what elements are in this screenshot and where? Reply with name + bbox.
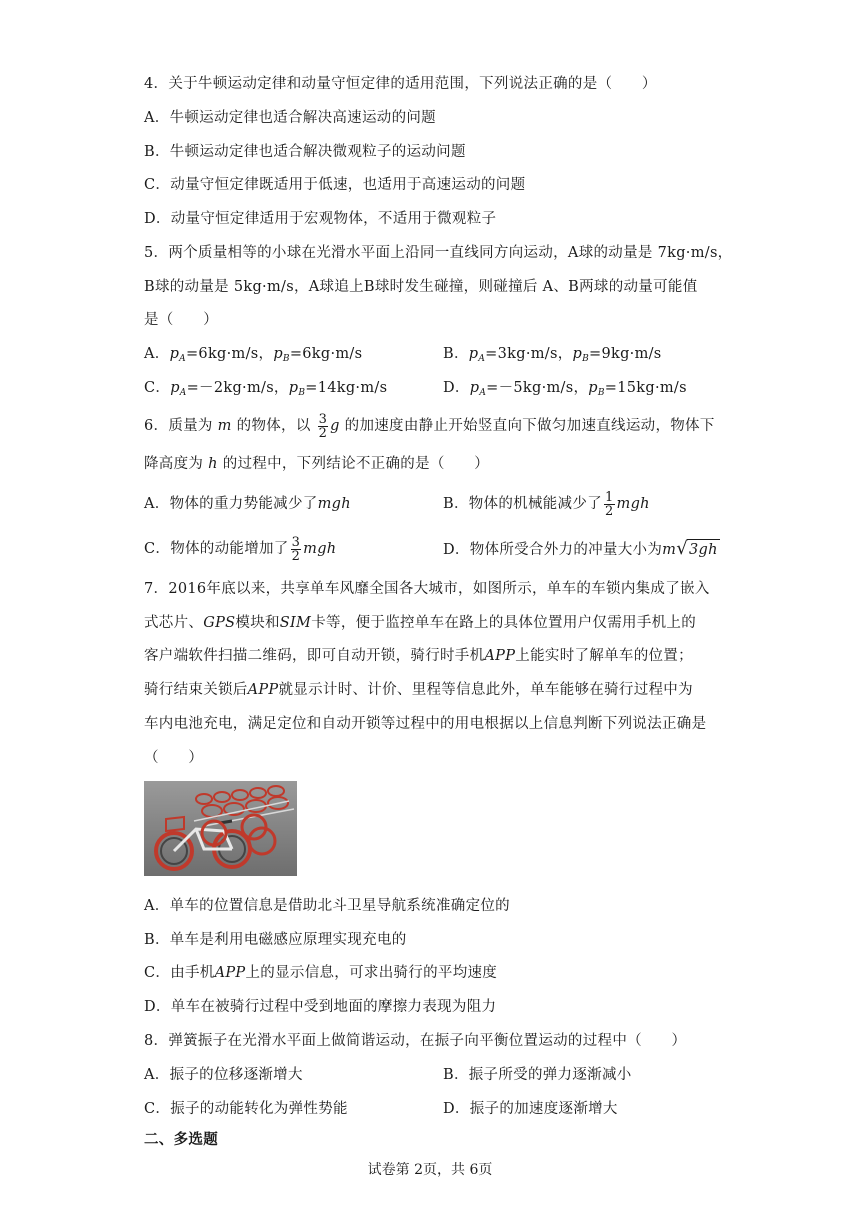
q5-option-b: B．$p_A=3kg\cdot m/s$，$p_B=9kg\cdot m/s$	[443, 346, 662, 364]
q7-option-b: B．单车是利用电磁感应原理实现充电的	[144, 932, 407, 948]
q4-stem: 4．关于牛顿运动定律和动量守恒定律的适用范围，下列说法正确的是（ ）	[144, 76, 657, 92]
q4-option-a: A．牛顿运动定律也适合解决高速运动的问题	[144, 110, 436, 126]
q4-option-c: C．动量守恒定律既适用于低速，也适用于高速运动的问题	[144, 177, 526, 193]
q5-option-c: C．$p_A=-2kg\cdot m/s$，$p_B=14kg\cdot m/s$	[144, 380, 388, 398]
q6-fraction: $\frac{3}{2}$	[318, 411, 328, 441]
q7-stem-line5: 车内电池充电，满足定位和自动开锁等过程中的用电根据以上信息判断下列说法正确是	[144, 716, 707, 732]
q8-option-b: B．振子所受的弹力逐渐减小	[443, 1067, 632, 1083]
q7-option-a: A．单车的位置信息是借助北斗卫星导航系统准确定位的	[144, 898, 510, 914]
q5-stem-line1: 5．两个质量相等的小球在光滑水平面上沿同一直线同方向运动，A球的动量是 7kg·m/s，	[144, 245, 733, 261]
shared-bicycles-photo	[144, 781, 297, 876]
q8-stem: 8．弹簧振子在光滑水平面上做简谐运动，在振子向平衡位置运动的过程中（ ）	[144, 1033, 687, 1049]
page-footer: 试卷第 2页，共 6页	[367, 1162, 493, 1178]
q8-option-d: D．振子的加速度逐渐增大	[443, 1101, 618, 1117]
q7-stem-line3: 客户端软件扫描二维码，即可自动开锁，骑行时手机APP上能实时了解单车的位置；	[144, 648, 693, 664]
section-heading: 二、多选题	[144, 1131, 218, 1148]
q6-stem-line1: 6．质量为 m 的物体，以 $\frac{3}{2}$ g 的加速度由静止开始竖直向下做匀加速直线运动，物体下	[144, 411, 715, 441]
q8-option-c: C．振子的动能转化为弹性势能	[144, 1101, 348, 1117]
q7-stem-line6: （ ）	[144, 750, 204, 766]
q7-stem-line2: 式芯片、GPS模块和SIM卡等，便于监控单车在路上的具体位置用户仅需用手机上的	[144, 615, 697, 631]
q5-stem-line2: B球的动量是 5kg·m/s，A球追上B球时发生碰撞，则碰撞后 A、B两球的动量可能值	[144, 279, 698, 295]
q5-stem-line3: 是（ ）	[144, 312, 218, 328]
q6-stem-line2: 降高度为 h 的过程中，下列结论不正确的是（ ）	[144, 456, 490, 472]
q5-option-d: D．$p_A=-5kg\cdot m/s$，$p_B=15kg\cdot m/s$	[443, 380, 687, 398]
q6-option-b: B．物体的机械能减少了 $\frac{1}{2}$ mgh	[443, 489, 650, 519]
q8-option-a: A．振子的位移逐渐增大	[144, 1067, 303, 1083]
q6-option-a: A．物体的重力势能减少了mgh	[144, 496, 351, 512]
q4-option-b: B．牛顿运动定律也适合解决微观粒子的运动问题	[144, 144, 466, 160]
q5-option-a: A．$p_A=6kg\cdot m/s$，$p_B=6kg\cdot m/s$	[144, 346, 363, 364]
bicycles-image	[144, 781, 297, 876]
q7-option-d: D．单车在被骑行过程中受到地面的摩擦力表现为阻力	[144, 999, 497, 1015]
q7-stem-line4: 骑行结束关锁后APP就显示计时、计价、里程等信息此外，单车能够在骑行过程中为	[144, 682, 693, 698]
q7-option-c: C．由手机APP上的显示信息，可求出骑行的平均速度	[144, 965, 498, 981]
q6-option-c: C．物体的动能增加了 $\frac{3}{2}$ mgh	[144, 534, 337, 564]
q7-stem-line1: 7．2016年底以来，共享单车风靡全国各大城市，如图所示，单车的车锁内集成了嵌入	[144, 581, 710, 597]
q4-option-d: D．动量守恒定律适用于宏观物体，不适用于微观粒子	[144, 211, 497, 227]
q6-option-d: D．物体所受合外力的冲量大小为m√3gh	[443, 538, 718, 559]
